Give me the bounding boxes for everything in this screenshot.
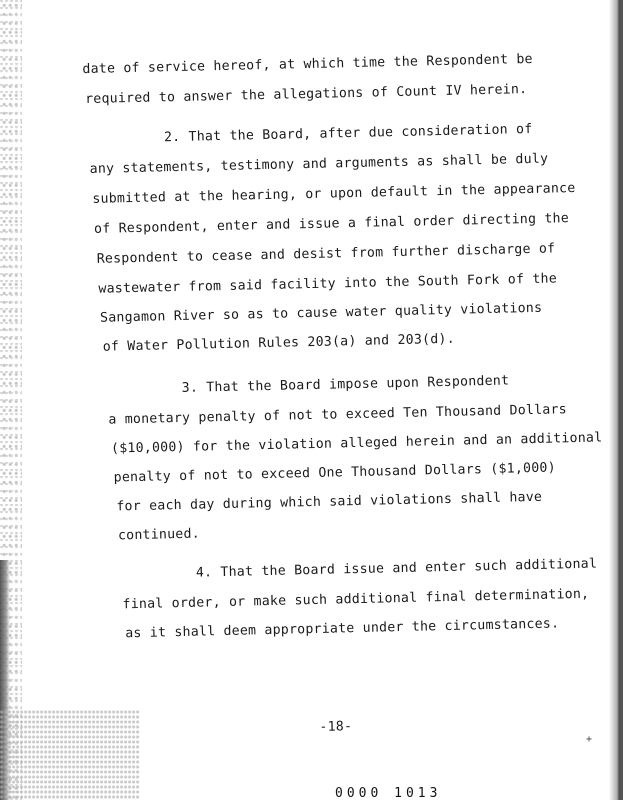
text-line: date of service hereof, at which time the Respondent be	[82, 51, 533, 78]
text-line: penalty of not to exceed One Thousand Dollars ($1,000)	[113, 460, 557, 486]
text-line: Sangamon River so as to cause water quality violations	[99, 300, 543, 326]
text-line: wastewater from said facility into the South Fork of the	[98, 271, 558, 297]
text-line: of Respondent, enter and issue a final order directing the	[93, 211, 570, 237]
paragraph-3-start: 3. That the Board impose upon Respondent	[181, 373, 510, 396]
text-line: submitted at the hearing, or upon default in the appearance	[92, 180, 576, 207]
text-line: any statements, testimony and arguments as shall be duly	[89, 151, 549, 177]
text-line: final order, or make such additional final determination,	[122, 586, 590, 613]
paragraph-4-start: 4. That the Board issue and enter such additional	[195, 556, 598, 581]
text-line: continued.	[117, 526, 201, 544]
plus-mark-icon: +	[586, 734, 593, 745]
text-line: for each day during which said violations shall have	[116, 489, 543, 515]
text-line: as it shall deem appropriate under the circumstances.	[125, 616, 560, 642]
text-line: required to answer the allegations of Count IV herein.	[84, 82, 528, 108]
paragraph-2-start: 2. That the Board, after due consideration of	[163, 121, 533, 146]
text-line: Respondent to cease and desist from further discharge of	[96, 241, 556, 267]
text-line: of Water Pollution Rules 203(a) and 203(d).	[102, 331, 455, 355]
document-control-number: 0000 1013	[335, 786, 442, 801]
text-line: a monetary penalty of not to exceed Ten Thousand Dollars	[108, 402, 568, 428]
page-number: -18-	[319, 719, 353, 735]
text-line: ($10,000) for the violation alleged herein and an additional	[110, 430, 603, 457]
